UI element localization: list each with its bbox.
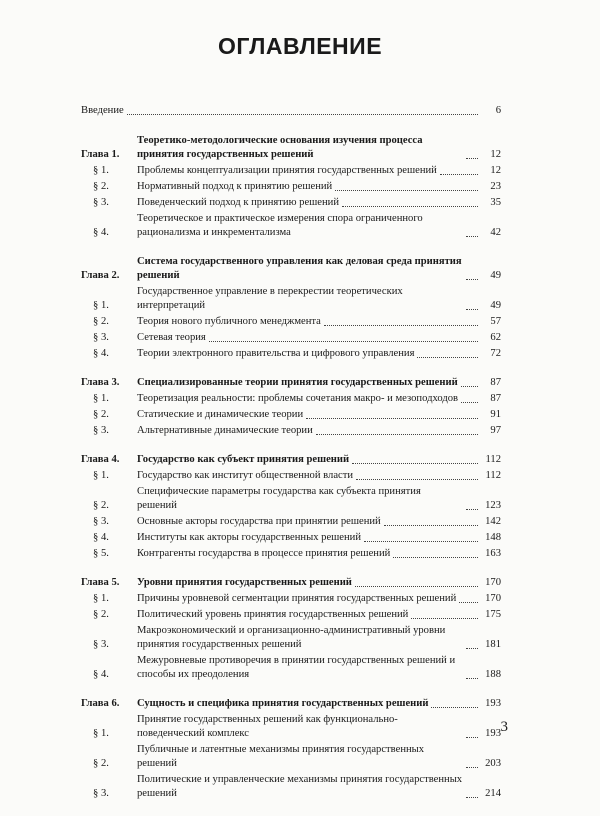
toc-section-number: § 1. bbox=[93, 393, 109, 404]
toc-chapter-title: Государство как субъект принятия решений bbox=[137, 454, 350, 465]
toc-section-2-3[interactable] bbox=[81, 331, 501, 345]
toc-section-page: 112 bbox=[485, 470, 501, 481]
toc-section-4-3[interactable] bbox=[81, 515, 501, 529]
toc-section-number: § 2. bbox=[93, 409, 109, 420]
toc-section-title: Причины уровневой сегментации принятия государственных решений bbox=[137, 593, 457, 604]
toc-section-title: Теории электронного правительства и цифрового управления bbox=[137, 348, 415, 359]
toc-section-number: § 2. bbox=[93, 181, 109, 192]
toc-section-5-4[interactable] bbox=[81, 654, 501, 682]
toc-intro[interactable] bbox=[81, 104, 501, 118]
toc-section-page: 12 bbox=[490, 165, 501, 176]
toc-section-page: 35 bbox=[490, 197, 501, 208]
dot-leader bbox=[127, 113, 478, 115]
toc-section-3-1[interactable] bbox=[81, 392, 501, 406]
toc-section-page: 175 bbox=[485, 609, 501, 620]
toc-chapter-number: Глава 4. bbox=[81, 454, 120, 465]
page-title: ОГЛАВЛЕНИЕ bbox=[217, 33, 383, 59]
dot-leader bbox=[466, 278, 478, 280]
toc-section-3-2[interactable] bbox=[81, 408, 501, 422]
toc-section-1-3[interactable] bbox=[81, 196, 501, 210]
toc-section-5-2[interactable] bbox=[81, 608, 501, 622]
dot-leader bbox=[461, 401, 478, 403]
toc-section-number: § 1. bbox=[93, 593, 109, 604]
toc-chapter-title: Сущность и специфика принятия государственных решений bbox=[137, 698, 429, 709]
toc-chapter-5[interactable] bbox=[81, 576, 501, 590]
dot-leader bbox=[466, 736, 478, 738]
toc-section-number: § 2. bbox=[93, 758, 109, 769]
toc-section-2-1[interactable] bbox=[81, 285, 501, 313]
dot-leader bbox=[466, 157, 478, 159]
dot-leader bbox=[466, 677, 478, 679]
dot-leader bbox=[431, 706, 478, 708]
toc-section-title: Проблемы концептуализации принятия государственных решений bbox=[137, 165, 437, 176]
toc-section-title: Политический уровень принятия государственных решений bbox=[137, 609, 409, 620]
dot-leader bbox=[352, 462, 478, 464]
toc-chapter-number: Глава 6. bbox=[81, 698, 120, 709]
toc-intro-page: 6 bbox=[495, 105, 501, 116]
toc-section-number: § 2. bbox=[93, 500, 109, 511]
toc-section-number: § 4. bbox=[93, 227, 109, 238]
toc-section-3-3[interactable] bbox=[81, 424, 501, 438]
toc-section-2-2[interactable] bbox=[81, 315, 501, 329]
toc-section-number: § 4. bbox=[93, 348, 109, 359]
toc-section-title: Государство как институт общественной власти bbox=[137, 470, 354, 481]
toc-section-number: § 1. bbox=[93, 470, 109, 481]
toc-section-title: Институты как акторы государственных решений bbox=[137, 532, 362, 543]
toc-section-1-4[interactable] bbox=[81, 212, 501, 240]
dot-leader bbox=[466, 766, 478, 768]
toc-section-6-1[interactable] bbox=[81, 713, 501, 741]
toc-section-1-1[interactable] bbox=[81, 164, 501, 178]
toc-chapter-number: Глава 5. bbox=[81, 577, 120, 588]
toc-section-title: Политические и управленческие механизмы принятия государственных решений bbox=[137, 774, 463, 799]
toc-section-6-2[interactable] bbox=[81, 743, 501, 771]
toc-section-page: 188 bbox=[485, 669, 501, 680]
dot-leader bbox=[466, 796, 478, 798]
toc-intro-title: Введение bbox=[81, 105, 124, 116]
toc-section-title: Поведенческий подход к принятию решений bbox=[137, 197, 340, 208]
toc-chapter-title: Специализированные теории принятия государственных решений bbox=[137, 377, 458, 388]
dot-leader bbox=[355, 585, 478, 587]
toc-chapter-3[interactable] bbox=[81, 376, 501, 390]
toc-section-title: Статические и динамические теории bbox=[137, 409, 304, 420]
toc-chapter-title: Система государственного управления как деловая среда принятия решений bbox=[137, 256, 462, 281]
dot-leader bbox=[342, 205, 478, 207]
toc-section-title: Теоретическое и практическое измерения спора ограниченного рационализма и инкрементализма bbox=[137, 213, 423, 238]
toc-section-4-1[interactable] bbox=[81, 469, 501, 483]
dot-leader bbox=[461, 385, 478, 387]
toc-section-title: Межуровневые противоречия в принятии государственных решений и способы их преодоления bbox=[137, 655, 456, 680]
toc-chapter-page: 112 bbox=[485, 454, 501, 465]
toc-section-title: Нормативный подход к принятию решений bbox=[137, 181, 333, 192]
toc-section-page: 170 bbox=[485, 593, 501, 604]
dot-leader bbox=[417, 356, 478, 358]
toc-section-5-3[interactable] bbox=[81, 624, 501, 652]
toc-chapter-page: 170 bbox=[485, 577, 501, 588]
toc-section-page: 62 bbox=[490, 332, 501, 343]
toc-chapter-number: Глава 3. bbox=[81, 377, 120, 388]
dot-leader bbox=[209, 340, 478, 342]
toc-section-title: Макроэкономический и организационно-административный уровни принятия государственных решений bbox=[137, 625, 446, 650]
toc-section-page: 72 bbox=[490, 348, 501, 359]
toc-section-number: § 3. bbox=[93, 516, 109, 527]
toc-section-number: § 3. bbox=[93, 332, 109, 343]
toc-section-page: 142 bbox=[485, 516, 501, 527]
toc-section-number: § 3. bbox=[93, 639, 109, 650]
toc-section-number: § 3. bbox=[93, 788, 109, 799]
toc-section-number: § 1. bbox=[93, 728, 109, 739]
toc-chapter-number: Глава 2. bbox=[81, 270, 120, 281]
toc-chapter-4[interactable] bbox=[81, 453, 501, 467]
dot-leader bbox=[440, 173, 478, 175]
toc-section-number: § 1. bbox=[93, 165, 109, 176]
toc-section-page: 148 bbox=[485, 532, 501, 543]
toc-section-page: 203 bbox=[485, 758, 501, 769]
toc-section-4-5[interactable] bbox=[81, 547, 501, 561]
toc-section-page: 123 bbox=[485, 500, 501, 511]
toc-section-number: § 5. bbox=[93, 548, 109, 559]
toc-section-title: Специфические параметры государства как субъекта принятия решений bbox=[137, 486, 421, 511]
toc-section-page: 23 bbox=[490, 181, 501, 192]
toc-section-page: 214 bbox=[485, 788, 501, 799]
toc-section-2-4[interactable] bbox=[81, 347, 501, 361]
dot-leader bbox=[393, 556, 478, 558]
page-number: 3 bbox=[500, 719, 508, 735]
toc-section-title: Теория нового публичного менеджмента bbox=[137, 316, 321, 327]
toc-chapter-page: 193 bbox=[485, 698, 501, 709]
toc-section-page: 181 bbox=[485, 639, 501, 650]
toc-section-title: Контрагенты государства в процессе принятия решений bbox=[137, 548, 391, 559]
toc-section-5-1[interactable] bbox=[81, 592, 501, 606]
toc-section-title: Принятие государственных решений как функционально-поведенческий комплекс bbox=[137, 714, 398, 739]
toc-section-6-3[interactable] bbox=[81, 773, 501, 801]
table-of-contents bbox=[81, 104, 501, 816]
toc-section-4-4[interactable] bbox=[81, 531, 501, 545]
toc-chapter-title: Теоретико-методологические основания изучения процесса принятия государственных решений bbox=[137, 135, 423, 160]
toc-section-title: Государственное управление в перекрестии теоретических интерпретаций bbox=[137, 286, 403, 311]
dot-leader bbox=[324, 324, 478, 326]
toc-chapter-number: Глава 1. bbox=[81, 149, 120, 160]
dot-leader bbox=[316, 433, 478, 435]
toc-section-title: Альтернативные динамические теории bbox=[137, 425, 313, 436]
toc-section-number: § 4. bbox=[93, 669, 109, 680]
toc-chapter-page: 49 bbox=[490, 270, 501, 281]
toc-chapter-page: 87 bbox=[490, 377, 501, 388]
toc-section-page: 91 bbox=[490, 409, 501, 420]
toc-section-page: 87 bbox=[490, 393, 501, 404]
toc-section-page: 193 bbox=[485, 728, 501, 739]
dot-leader bbox=[356, 478, 478, 480]
dot-leader bbox=[306, 417, 478, 419]
toc-section-4-2[interactable] bbox=[81, 485, 501, 513]
toc-section-number: § 4. bbox=[93, 532, 109, 543]
toc-section-number: § 2. bbox=[93, 316, 109, 327]
dot-leader bbox=[411, 617, 478, 619]
dot-leader bbox=[466, 508, 478, 510]
dot-leader bbox=[466, 647, 478, 649]
toc-section-number: § 3. bbox=[93, 425, 109, 436]
toc-section-number: § 3. bbox=[93, 197, 109, 208]
dot-leader bbox=[335, 189, 478, 191]
toc-section-page: 163 bbox=[485, 548, 501, 559]
toc-section-page: 57 bbox=[490, 316, 501, 327]
toc-section-1-2[interactable] bbox=[81, 180, 501, 194]
dot-leader bbox=[466, 235, 478, 237]
toc-section-number: § 2. bbox=[93, 609, 109, 620]
toc-chapter-6[interactable] bbox=[81, 697, 501, 711]
dot-leader bbox=[384, 524, 478, 526]
dot-leader bbox=[466, 308, 478, 310]
dot-leader bbox=[364, 540, 478, 542]
toc-chapter-page: 12 bbox=[490, 149, 501, 160]
toc-section-page: 49 bbox=[490, 300, 501, 311]
toc-chapter-1[interactable] bbox=[81, 134, 501, 162]
toc-chapter-title: Уровни принятия государственных решений bbox=[137, 577, 352, 588]
toc-section-title: Основные акторы государства при принятии решений bbox=[137, 516, 381, 527]
toc-section-title: Публичные и латентные механизмы принятия государственных решений bbox=[137, 744, 425, 769]
toc-section-page: 42 bbox=[490, 227, 501, 238]
toc-chapter-2[interactable] bbox=[81, 255, 501, 283]
toc-section-number: § 1. bbox=[93, 300, 109, 311]
toc-section-title: Теоретизация реальности: проблемы сочетания макро- и мезоподходов bbox=[137, 393, 459, 404]
toc-section-page: 97 bbox=[490, 425, 501, 436]
toc-section-title: Сетевая теория bbox=[137, 332, 206, 343]
dot-leader bbox=[459, 601, 478, 603]
